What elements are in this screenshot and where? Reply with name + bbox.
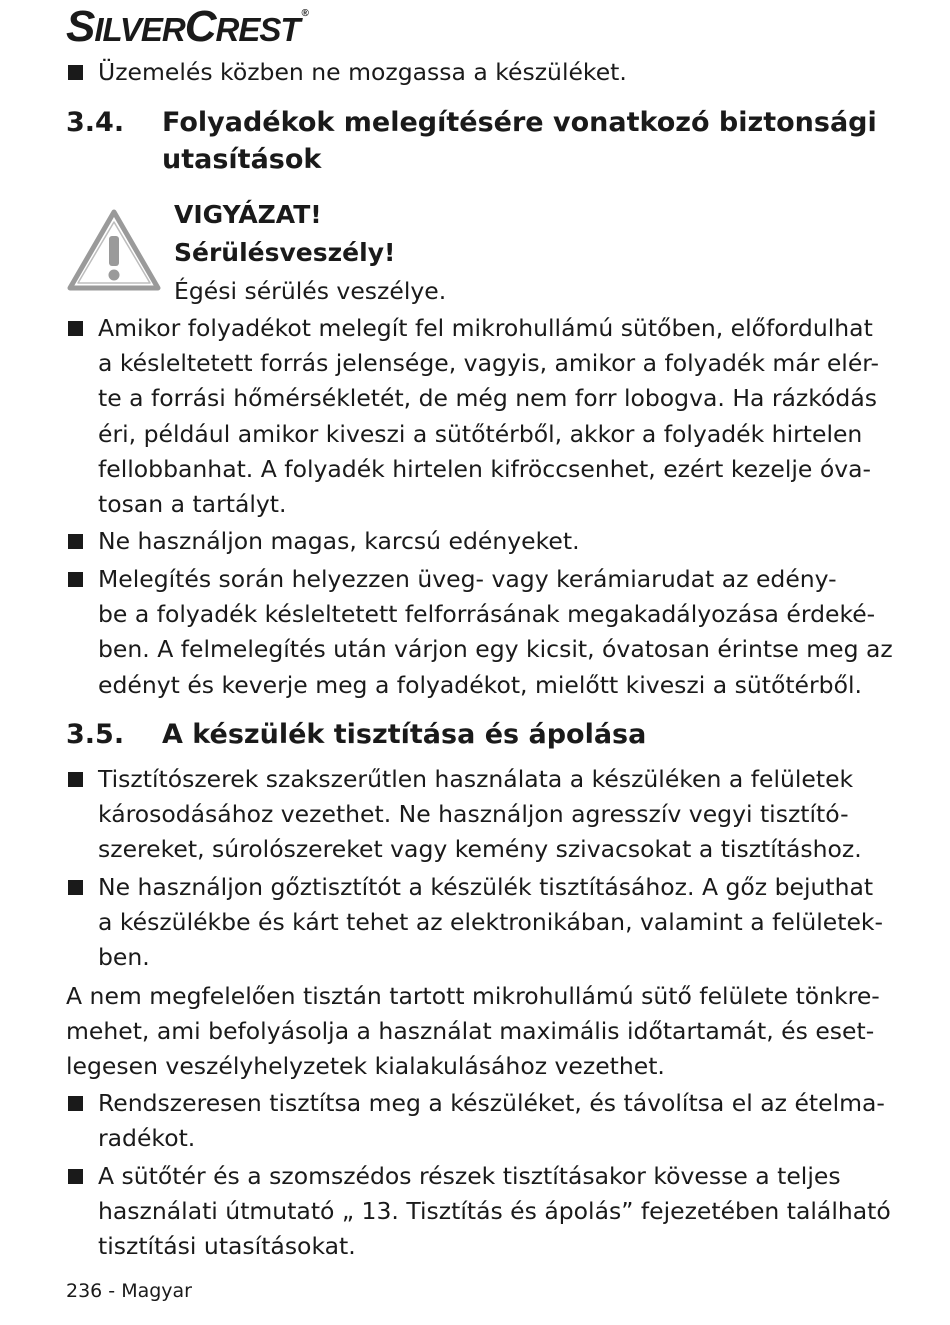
list-item: Üzemelés közben ne mozgassa a készüléket. — [66, 55, 866, 90]
warning-description: Égési sérülés veszélye. — [174, 277, 447, 305]
list-item: Amikor folyadékot melegít fel mikrohullámú sütőben, előfordulhat a késleltetett forrás jelensége, vagyis, amikor a folyadék már elér- te a forrási hőmérsékletét, de még nem forr lobogva. Ha rázkódás éri, például amikor kiveszi a sütőtérből, akkor a folyadék hirtelen fellobbanhat. A folyadék hirtelen kifröccsenhet, ezért kezelje óva- tosan a tartályt. — [66, 311, 866, 522]
bullet-square-icon — [68, 1169, 83, 1184]
section-number: 3.4. — [66, 107, 125, 138]
list-item: A sütőtér és a szomszédos részek tisztításakor kövesse a teljes használati útmutató „ 13. Tisztítás és ápolás” fejezetében található tisztítási utasításokat. — [66, 1159, 866, 1265]
brand-logo: SILVERCREST ® — [66, 2, 308, 51]
list-item: Rendszeresen tisztítsa meg a készüléket, és távolítsa el az ételma- radékot. — [66, 1086, 866, 1156]
list-item: Melegítés során helyezzen üveg- vagy kerámiarudat az edény- be a folyadék késleltetett felforrásának megakadályozása érdeké- ben. A felmelegítés után várjon egy kicsit, óvatosan érintse meg az edényt és keverje meg a folyadékot, mielőtt kiveszi a sütőtérből. — [66, 562, 866, 703]
section-heading-3-5: 3.5. A készülék tisztítása és ápolása — [66, 716, 886, 753]
list-item: Ne használjon gőztisztítót a készülék tisztításához. A gőz bejuthat a készülékbe és kárt tehet az elektronikában, valamint a felületek- ben. — [66, 870, 866, 976]
warning-text — [174, 196, 446, 310]
warning-heading: VIGYÁZAT! — [174, 200, 322, 229]
warning-subheading: Sérülésveszély! — [174, 238, 396, 267]
bullet-square-icon — [68, 880, 83, 895]
warning-triangle-icon — [66, 208, 162, 292]
section-heading-3-4: 3.4. Folyadékok melegítésére vonatkozó biztonsági utasítások — [66, 104, 886, 178]
body-paragraph: A nem megfelelően tisztán tartott mikrohullámú sütő felülete tönkre- mehet, ami befolyásolja a használat maximális időtartamát, és eset- legesen veszélyhelyzetek kialakulásához vezethet. — [66, 982, 880, 1081]
page-footer: 236 - Magyar — [66, 1280, 192, 1302]
section-number: 3.5. — [66, 719, 125, 750]
list-item: Ne használjon magas, karcsú edényeket. — [66, 524, 866, 559]
bullet-square-icon — [68, 65, 83, 80]
bullet-square-icon — [68, 321, 83, 336]
bullet-square-icon — [68, 772, 83, 787]
list-item: Tisztítószerek szakszerűtlen használata a készüléken a felületek károsodásához vezethet. Ne használjon agresszív vegyi tisztító- szereket, súrolószereket vagy kemény szivacsokat a tisztításhoz. — [66, 762, 866, 868]
bullet-square-icon — [68, 1096, 83, 1111]
bullet-square-icon — [68, 534, 83, 549]
bullet-square-icon — [68, 572, 83, 587]
